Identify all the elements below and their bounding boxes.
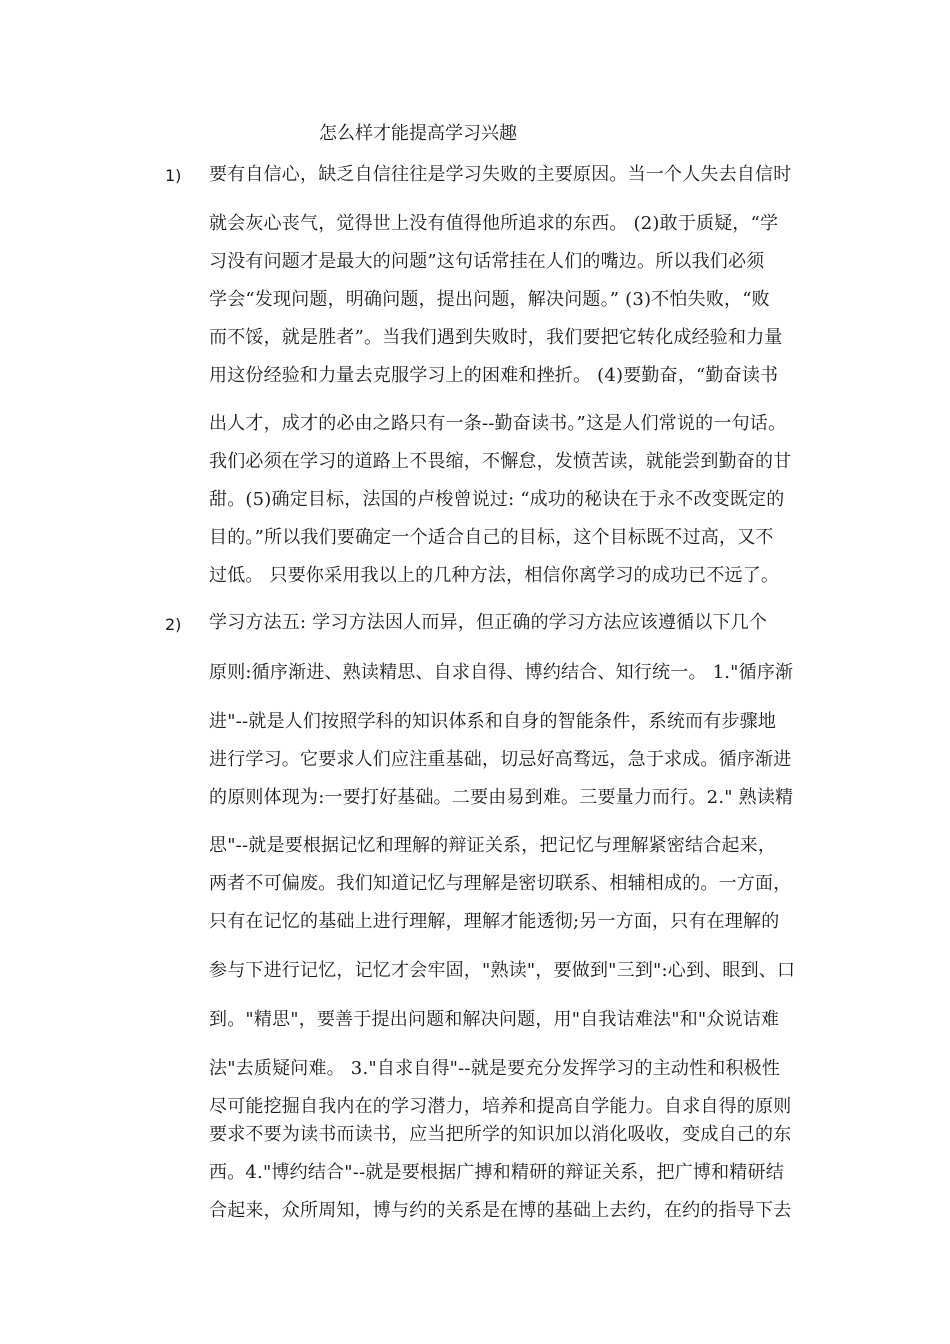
paragraph-line: 学习方法五: 学习方法因人而异，但正确的学习方法应该遵循以下几个 [209,612,768,633]
paragraph-line: 合起来，众所周知，博与约的关系是在博的基础上去约，在约的指导下去 [209,1200,792,1221]
paragraph-line: 而不馁，就是胜者”。当我们遇到失败时，我们要把它转化成经验和力量 [209,327,783,348]
paragraph-line: 进"--就是人们按照学科的知识体系和自身的智能条件，系统而有步骤地 [209,711,777,732]
paragraph-line: 原则:循序渐进、熟读精思、自求自得、博约结合、知行统一。 1."循序渐 [209,662,794,683]
paragraph-line: 目的。”所以我们要确定一个适合自己的目标，这个目标既不过高，又不 [209,527,774,548]
paragraph-line: 要有自信心，缺乏自信往往是学习失败的主要原因。当一个人失去自信时 [209,164,792,185]
paragraph-line: 参与下进行记忆，记忆才会牢固，"熟读"，要做到"三到":心到、眼到、口 [209,960,796,981]
paragraph-line: 到。"精思"，要善于提出问题和解决问题，用"自我诘难法"和"众说诘难 [209,1009,780,1030]
paragraph-line: 思"--就是要根据记忆和理解的辩证关系，把记忆与理解紧密结合起来， [209,835,777,856]
document-title: 怎么样才能提高学习兴趣 [319,123,517,144]
paragraph-line: 学会“发现问题，明确问题，提出问题，解决问题。” (3)不怕失败，“败 [209,289,770,310]
paragraph-line: 要求不要为读书而读书，应当把所学的知识加以消化吸收，变成自己的东 [209,1124,792,1145]
paragraph-line: 用这份经验和力量去克服学习上的困难和挫折。 (4)要勤奋，“勤奋读书 [209,365,779,386]
paragraph-line: 两者不可偏废。我们知道记忆与理解是密切联系、相辅相成的。一方面， [209,873,792,894]
paragraph-line: 的原则体现为:一要打好基础。二要由易到难。三要量力而行。2." 熟读精 [209,787,794,808]
paragraph-line: 尽可能挖掘自我内在的学习潜力，培养和提高自学能力。自求自得的原则 [209,1096,792,1117]
paragraph-line: 就会灰心丧气，觉得世上没有值得他所追求的东西。 (2)敢于质疑，“学 [209,213,779,234]
paragraph-line: 进行学习。它要求人们应注重基础，切忌好高骛远，急于求成。循序渐进 [209,749,792,770]
paragraph-line: 习没有问题才是最大的问题”这句话常挂在人们的嘴边。所以我们必须 [209,251,765,272]
paragraph-line: 只有在记忆的基础上进行理解，理解才能透彻;另一方面，只有在理解的 [209,911,780,932]
list-number: 1) [165,166,182,185]
paragraph-line: 甜。(5)确定目标，法国的卢梭曾说过: “成功的秘诀在于永不改变既定的 [209,489,785,510]
paragraph-line: 法"去质疑问难。 3."自求自得"--就是要充分发挥学习的主动性和积极性 [209,1058,781,1079]
paragraph-line: 西。4."博约结合"--就是要根据广搏和精研的辩证关系，把广博和精研结 [209,1162,784,1183]
paragraph-line: 过低。 只要你采用我以上的几种方法，相信你离学习的成功已不远了。 [209,565,780,586]
list-number: 2) [165,615,182,634]
paragraph-line: 出人才，成才的必由之路只有一条--勤奋读书。”这是人们常说的一句话。 [209,413,787,434]
paragraph-line: 我们必须在学习的道路上不畏缩，不懈怠，发愤苦读，就能尝到勤奋的甘 [209,451,792,472]
